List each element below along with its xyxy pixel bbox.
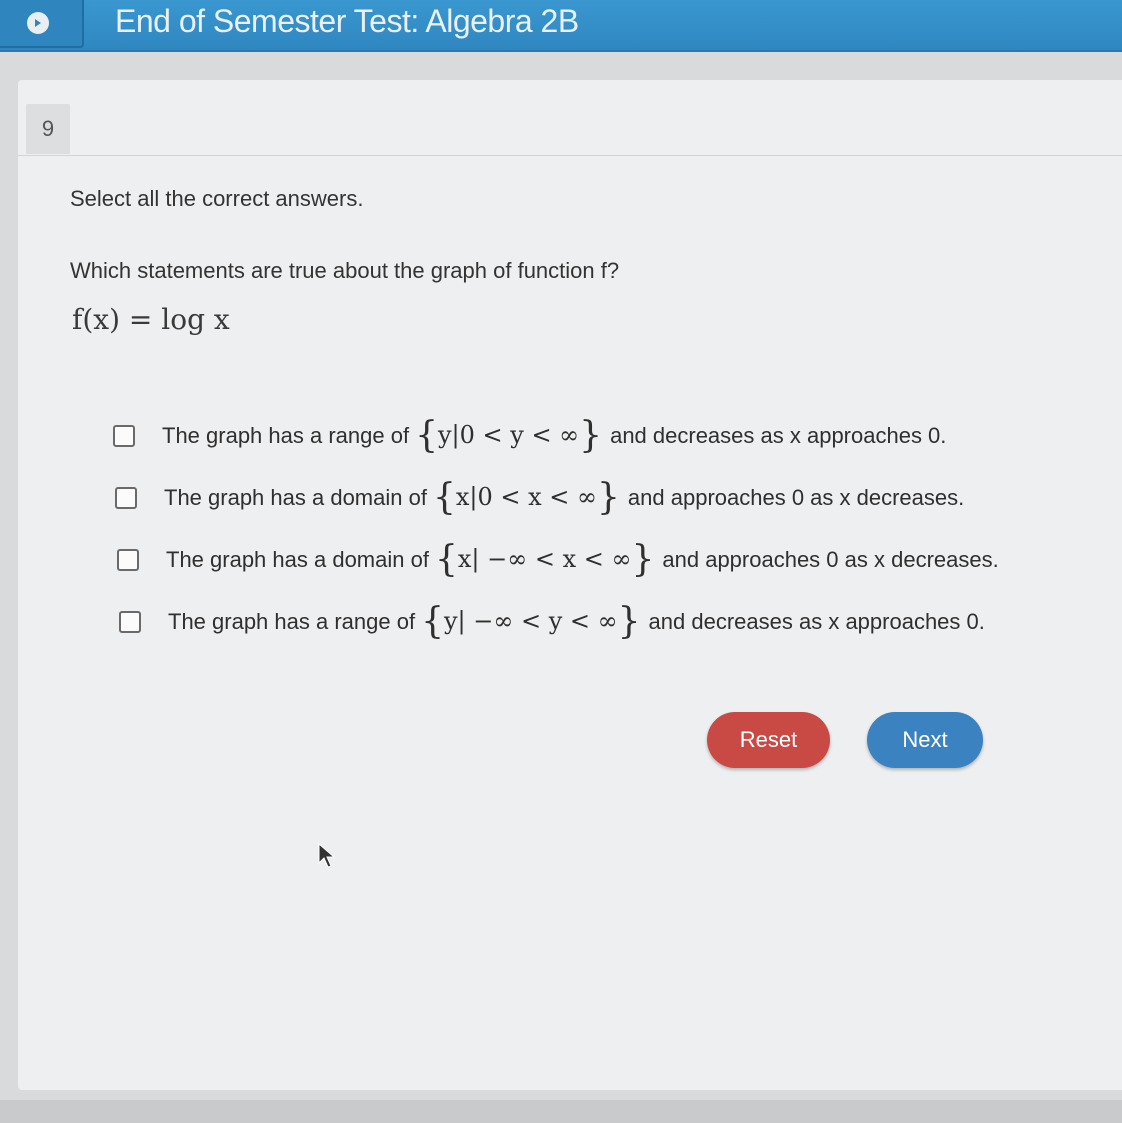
option-prefix: The graph has a domain of [166, 547, 429, 572]
option-set-notation: {x| −∞ < x < ∞} [434, 539, 655, 580]
checkbox[interactable] [115, 487, 137, 509]
option-prefix: The graph has a range of [168, 609, 416, 634]
checkbox[interactable] [113, 425, 135, 447]
top-bar [0, 0, 1122, 52]
option-suffix: and decreases as x approaches 0. [610, 423, 947, 448]
option-prefix: The graph has a domain of [164, 485, 427, 510]
question-number-bar [18, 80, 1122, 156]
instruction-text: Select all the correct answers. [70, 186, 364, 211]
option-set-notation: {x|0 < x < ∞} [432, 477, 620, 518]
next-button[interactable]: Next [867, 712, 983, 768]
checkbox[interactable] [119, 611, 141, 633]
function-formula: f(x) = log x [72, 303, 230, 336]
mouse-cursor-icon [318, 843, 336, 874]
back-button[interactable] [0, 0, 84, 48]
question-card [18, 80, 1122, 1090]
option-prefix: The graph has a range of [162, 423, 410, 448]
option-set-notation: {y|0 < y < ∞} [415, 415, 603, 456]
option-suffix: and decreases as x approaches 0. [648, 609, 985, 634]
question-number: 9 [26, 104, 70, 154]
answer-option-4[interactable] [119, 601, 985, 642]
screen-bottom-edge [0, 1100, 1122, 1123]
reset-button[interactable]: Reset [707, 712, 830, 768]
answer-option-2[interactable] [115, 477, 965, 518]
page-title: End of Semester Test: Algebra 2B [115, 3, 579, 39]
question-prompt: Which statements are true about the graph of function f? [70, 258, 620, 283]
option-set-notation: {y| −∞ < y < ∞} [421, 601, 641, 642]
answer-option-3[interactable] [117, 539, 999, 580]
arrow-circle-icon [27, 12, 49, 34]
checkbox[interactable] [117, 549, 139, 571]
option-suffix: and approaches 0 as x decreases. [662, 547, 999, 572]
option-suffix: and approaches 0 as x decreases. [627, 485, 965, 510]
answer-option-1[interactable] [113, 415, 947, 456]
